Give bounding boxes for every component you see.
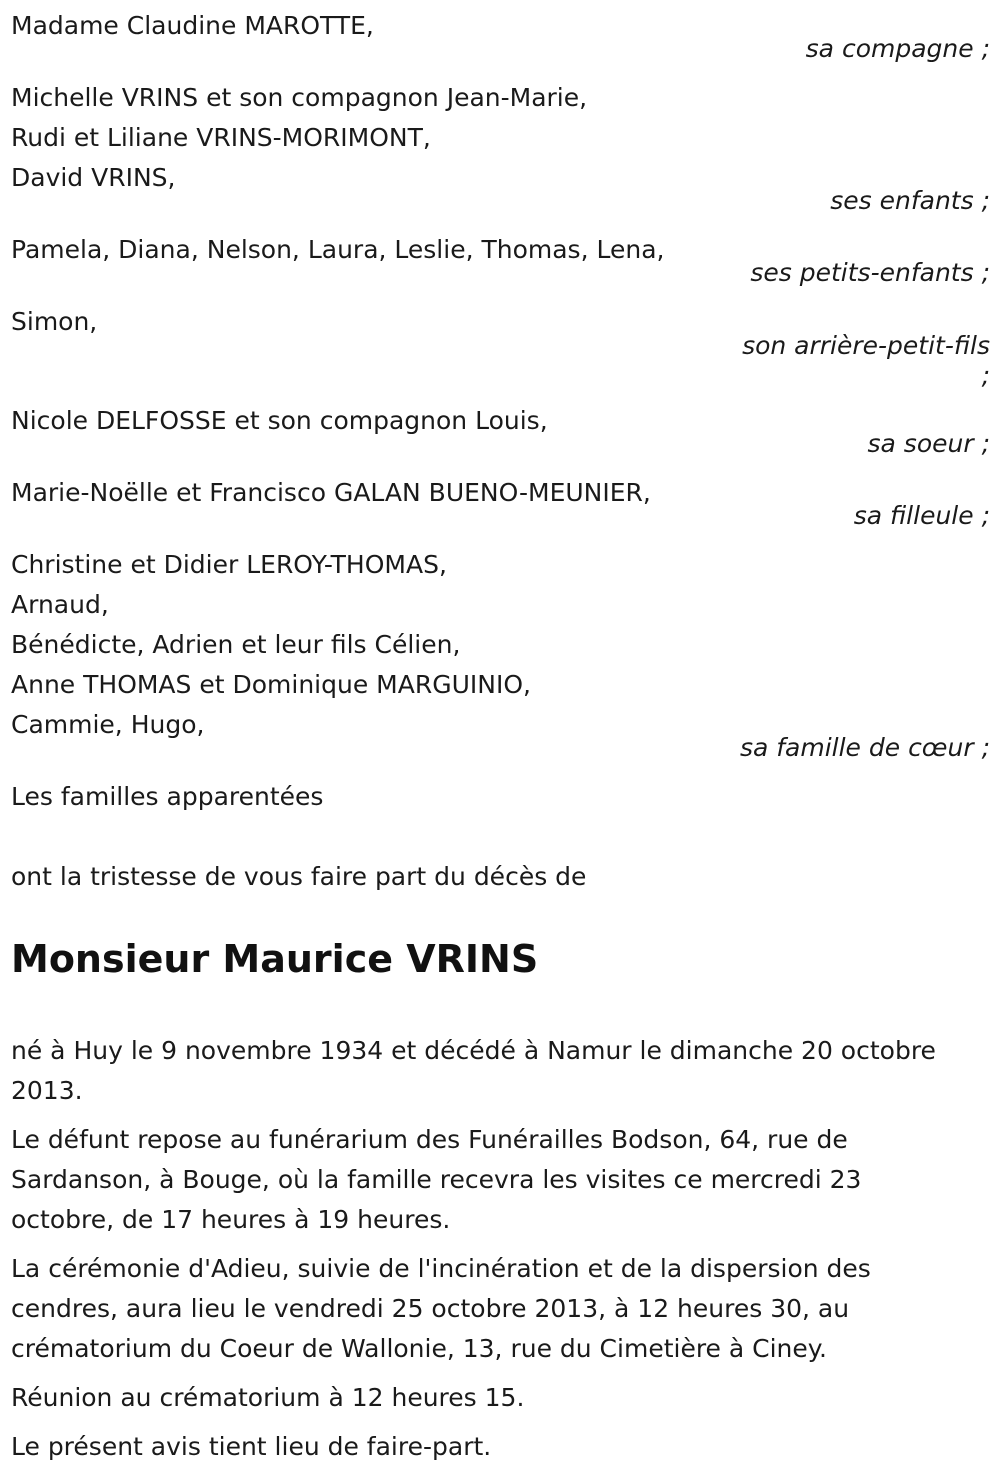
family-role-label: sa soeur ; <box>867 429 990 458</box>
family-group-grandchildren <box>11 230 990 293</box>
family-name-line: Arnaud, <box>11 590 109 619</box>
family-group-heart-family <box>11 545 990 768</box>
paragraph-birth-death: né à Huy le 9 novembre 1934 et décédé à Namur le dimanche 20 octobre 2013. <box>11 1036 936 1105</box>
deceased-name: Monsieur Maurice VRINS <box>11 937 539 981</box>
family-role-label: ses enfants ; <box>830 186 990 215</box>
family-group-companion <box>11 6 990 69</box>
family-group-goddaughter <box>11 473 990 536</box>
announcement: ont la tristesse de vous faire part du décès de <box>11 862 587 891</box>
family-name-line: Marie-Noëlle et Francisco GALAN BUENO-MEUNIER, <box>11 478 651 507</box>
paragraph-notice: Le présent avis tient lieu de faire-part. <box>11 1432 492 1461</box>
related-families: Les familles apparentées <box>11 782 324 811</box>
family-name-line: Madame Claudine MAROTTE, <box>11 11 374 40</box>
paragraph-funeral-home: Le défunt repose au funérarium des Funérailles Bodson, 64, rue de Sardanson, à Bouge, où la famille recevra les visites ce mercredi 23 octobre, de 17 heures à 19 heures. <box>11 1125 862 1234</box>
family-group-great-grandchild <box>11 302 990 391</box>
family-role-label: sa compagne ; <box>805 34 990 63</box>
family-name-line: Pamela, Diana, Nelson, Laura, Leslie, Thomas, Lena, <box>11 235 665 264</box>
family-name-line: David VRINS, <box>11 163 176 192</box>
family-name-line: Simon, <box>11 307 98 336</box>
paragraph-meeting: Réunion au crématorium à 12 heures 15. <box>11 1383 525 1412</box>
family-role-label: sa famille de cœur ; <box>739 733 990 762</box>
family-role-label-continuation: ; <box>981 361 990 390</box>
family-name-line: Christine et Didier LEROY-THOMAS, <box>11 550 447 579</box>
family-role-label: ses petits-enfants ; <box>750 258 990 287</box>
family-name-line: Bénédicte, Adrien et leur fils Célien, <box>11 630 461 659</box>
family-role-label: sa filleule ; <box>853 501 990 530</box>
family-role-label: son arrière-petit-fils <box>742 331 990 360</box>
family-group-children <box>11 78 990 221</box>
family-name-line: Nicole DELFOSSE et son compagnon Louis, <box>11 406 548 435</box>
paragraph-ceremony: La cérémonie d'Adieu, suivie de l'incinération et de la dispersion des cendres, aura lieu le vendredi 25 octobre 2013, à 12 heures 30, au crématorium du Coeur de Wallonie, 13, rue du Cimetière à Ciney. <box>11 1254 871 1363</box>
family-name-line: Rudi et Liliane VRINS-MORIMONT, <box>11 123 431 152</box>
family-name-line: Cammie, Hugo, <box>11 710 205 739</box>
family-name-line: Michelle VRINS et son compagnon Jean-Marie, <box>11 83 588 112</box>
family-name-line: Anne THOMAS et Dominique MARGUINIO, <box>11 670 531 699</box>
family-group-sister <box>11 401 990 464</box>
